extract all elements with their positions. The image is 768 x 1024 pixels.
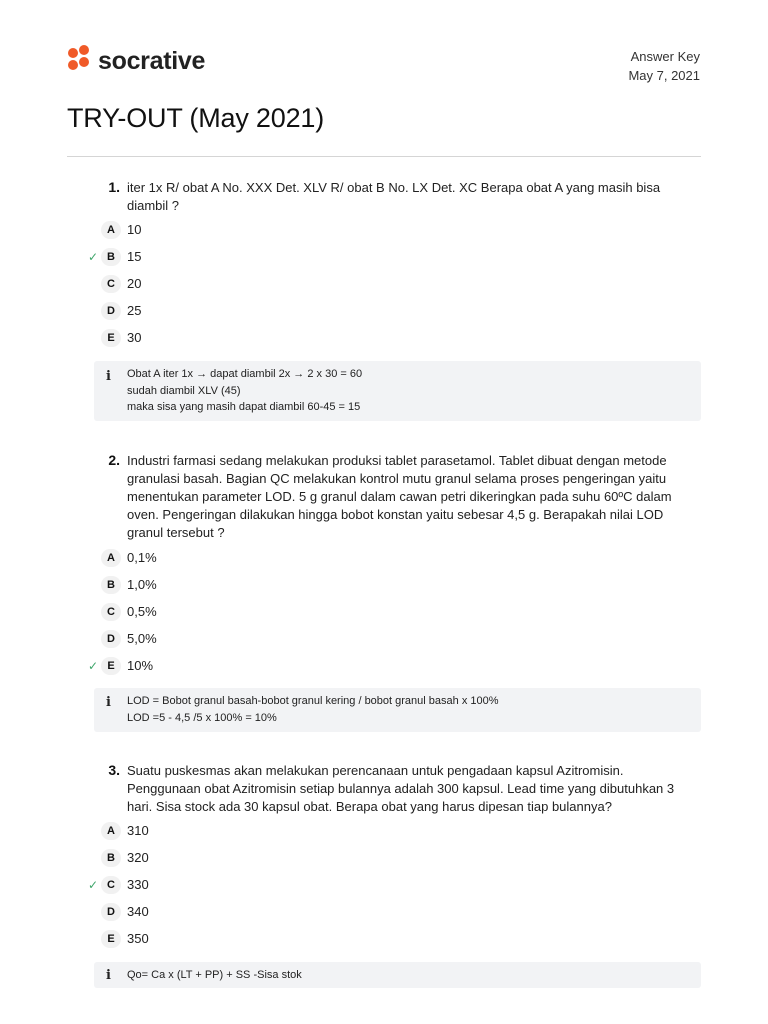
explanation-text: LOD = Bobot granul basah-bobot granul kering / bobot granul basah x 100% LOD =5 - 4,5 /5 x 100% = 10% [127, 695, 499, 724]
info-icon: i [106, 695, 111, 710]
logo-dots-icon [67, 44, 91, 78]
question-1-options [0, 221, 768, 356]
explanation-text: Obat A iter 1x → dapat diambil 2x → 2 x 30 = 60 sudah diambil XLV (45) maka sisa yang masih dapat diambil 60-45 = 15 [127, 368, 363, 413]
answer-option-correct [0, 876, 768, 903]
checkmark-icon: ✓ [88, 878, 99, 892]
answer-option-correct [0, 248, 768, 275]
option-letter: A [101, 549, 121, 567]
option-letter: C [101, 603, 121, 621]
option-text: 10 [127, 222, 142, 237]
answer-option [0, 329, 768, 356]
option-letter: B [101, 248, 121, 266]
answer-key-date: May 7, 2021 [628, 68, 700, 83]
option-text: 350 [127, 931, 149, 946]
option-text: 340 [127, 904, 149, 919]
option-letter: E [101, 329, 121, 347]
option-letter: D [101, 302, 121, 320]
answer-option-correct [0, 657, 768, 684]
question-number: 3. [108, 762, 120, 778]
option-text: 20 [127, 276, 142, 291]
answer-option [0, 576, 768, 603]
answer-option [0, 930, 768, 957]
option-text: 25 [127, 303, 142, 318]
question-number: 1. [108, 179, 120, 195]
explanation-box [94, 688, 701, 732]
option-letter: E [101, 657, 121, 675]
option-letter: B [101, 576, 121, 594]
answer-key-info [628, 47, 700, 85]
answer-option [0, 549, 768, 576]
option-text: 0,5% [127, 604, 157, 619]
option-letter: E [101, 930, 121, 948]
question-number: 2. [108, 452, 120, 468]
option-text: 5,0% [127, 631, 157, 646]
checkmark-icon: ✓ [88, 250, 99, 264]
question-text: Industri farmasi sedang melakukan produksi tablet parasetamol. Tablet dibuat dengan metode granulasi basah. Bagian QC melakukan kontrol mutu granul selama proses pengeringan yaitu menentukan parameter LOD. 5 g granul dalam cawan petri dikeringkan pada suhu 60ºC dalam oven. Pengeringan dilakukan hingga bobot konstan yaitu sebesar 4,5 g. Berapakah nilai LOD granul tersebut ? [127, 453, 672, 540]
header-divider [67, 156, 701, 157]
checkmark-icon: ✓ [88, 659, 99, 673]
option-letter: C [101, 876, 121, 894]
option-text: 15 [127, 249, 142, 264]
option-text: 1,0% [127, 577, 157, 592]
page-title: TRY-OUT (May 2021) [67, 103, 324, 133]
option-letter: A [101, 822, 121, 840]
socrative-logo [67, 44, 205, 78]
explanation-text: Qo= Ca x (LT + PP) + SS -Sisa stok [127, 969, 302, 981]
answer-key-label: Answer Key [630, 49, 700, 64]
question-text: Suatu puskesmas akan melakukan perencanaan untuk pengadaan kapsul Azitromisin. Penggunaan obat Azitromisin setiap bulannya adalah 300 kapsul. Lead time yang dibutuhkan 3 hari. Sisa stock ada 30 kapsul obat. Berapa obat yang harus dipesan tiap bulannya? [127, 763, 675, 814]
option-text: 10% [127, 658, 154, 673]
question-text: iter 1x R/ obat A No. XXX Det. XLV R/ obat B No. LX Det. XC Berapa obat A yang masih bisa diambil ? [127, 180, 661, 213]
question-3-options [0, 822, 768, 957]
brand-name: socrative [98, 46, 206, 75]
page-header [0, 0, 768, 160]
option-letter: D [101, 630, 121, 648]
explanation-box [94, 361, 701, 421]
option-letter: A [101, 221, 121, 239]
option-letter: D [101, 903, 121, 921]
explanation-box [94, 962, 701, 988]
answer-option [0, 302, 768, 329]
option-text: 310 [127, 823, 149, 838]
answer-option [0, 630, 768, 657]
question-2-options [0, 549, 768, 684]
option-letter: C [101, 275, 121, 293]
answer-option [0, 275, 768, 302]
answer-option [0, 822, 768, 849]
info-icon: i [106, 968, 111, 983]
option-letter: B [101, 849, 121, 867]
answer-option [0, 849, 768, 876]
answer-option [0, 903, 768, 930]
info-icon: i [106, 369, 111, 384]
option-text: 30 [127, 330, 142, 345]
option-text: 330 [127, 877, 149, 892]
answer-option [0, 603, 768, 630]
option-text: 0,1% [127, 550, 157, 565]
answer-option [0, 221, 768, 248]
option-text: 320 [127, 850, 149, 865]
